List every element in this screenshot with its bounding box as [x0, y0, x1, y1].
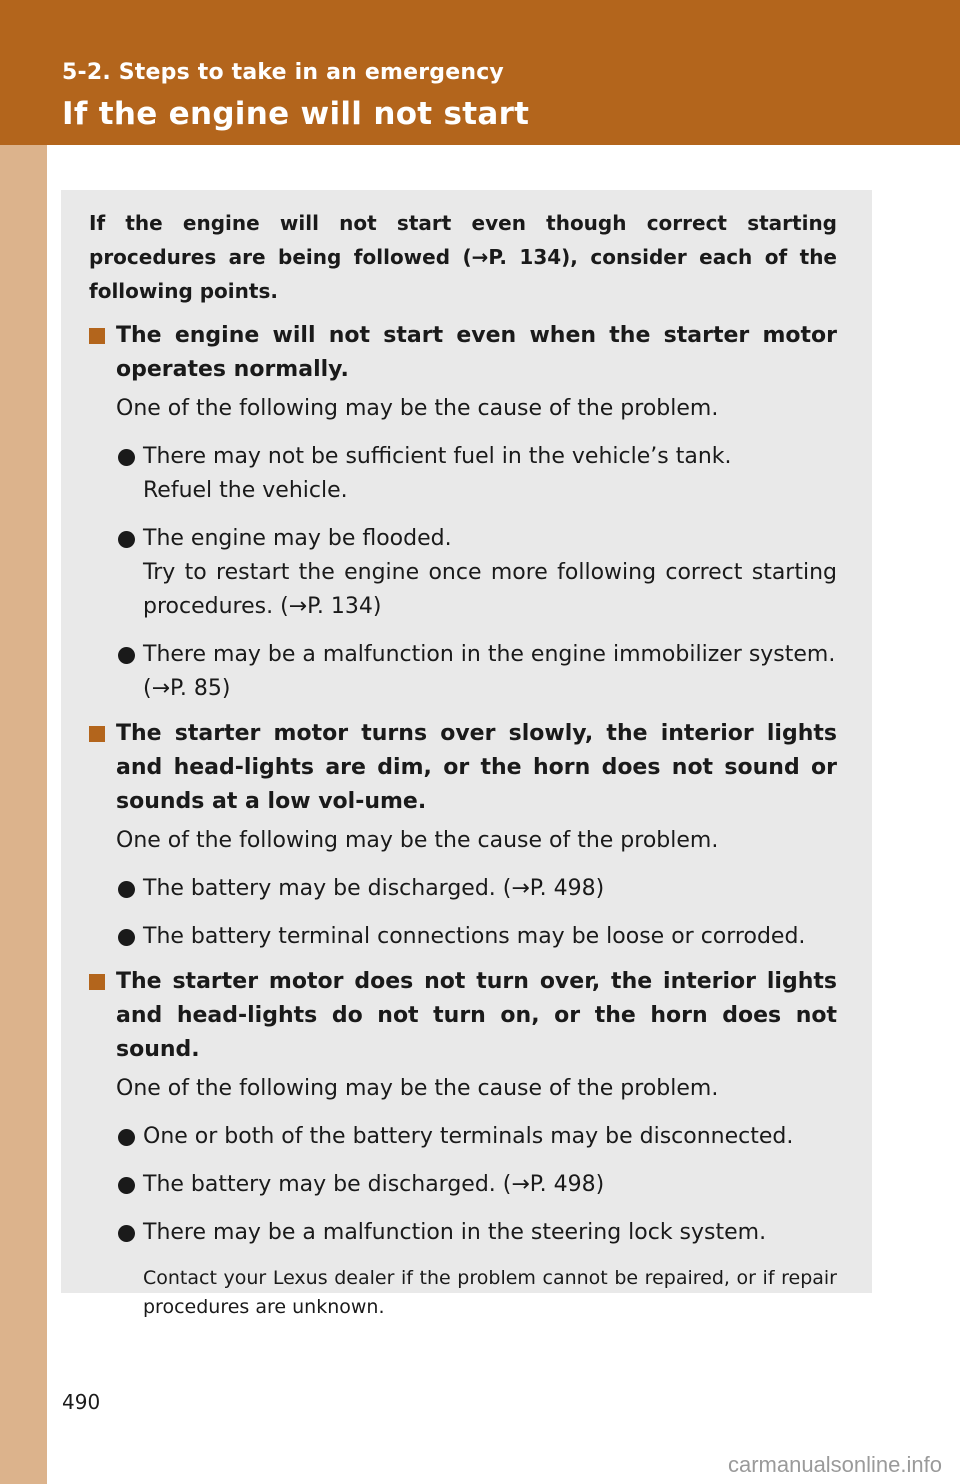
- bullet-dot-icon: [118, 531, 135, 548]
- list-item-text: There may be a malfunction in the engine immobilizer system.: [143, 642, 836, 667]
- list-item-text: The battery may be discharged. (→P. 498): [143, 1172, 605, 1197]
- bullet-dot-icon: [118, 1225, 135, 1242]
- bullet-dot-icon: [118, 449, 135, 466]
- section-heading-text: The starter motor does not turn over, the interior lights and head-lights do not turn on, or the horn does not sound.: [116, 969, 837, 1062]
- section-lead: One of the following may be the cause of the problem.: [116, 1076, 719, 1101]
- list-item: [89, 440, 837, 508]
- bullet-dot-icon: [118, 881, 135, 898]
- list-item: [89, 522, 837, 624]
- intro-text: If the engine will not start even though correct starting procedures are being followed (→P. 134), consider each of the following points.: [89, 211, 837, 303]
- section-heading: [89, 319, 837, 387]
- header-band: [0, 0, 960, 145]
- list-item-detail: (→P. 85): [143, 676, 231, 701]
- square-bullet-icon: [89, 726, 105, 742]
- section-lead: One of the following may be the cause of the problem.: [116, 828, 719, 853]
- list-item-text: There may not be sufficient fuel in the vehicle’s tank.: [143, 444, 732, 469]
- bullet-dot-icon: [118, 647, 135, 664]
- content-panel: [61, 190, 872, 1318]
- list-item-detail: Refuel the vehicle.: [143, 478, 348, 503]
- page-number: 490: [62, 1390, 101, 1414]
- section-heading-text: The starter motor turns over slowly, the interior lights and head-lights are dim, or the horn does not sound or sounds at a low vol-ume.: [116, 721, 837, 814]
- list-item: [89, 872, 837, 906]
- list-item: [89, 638, 837, 706]
- list-item-text: The battery may be discharged. (→P. 498): [143, 876, 605, 901]
- square-bullet-icon: [89, 328, 105, 344]
- watermark: carmanualsonline.info: [727, 1452, 942, 1477]
- bullet-dot-icon: [118, 929, 135, 946]
- list-item-text: The engine may be flooded.: [143, 526, 452, 551]
- section-lead: One of the following may be the cause of the problem.: [116, 396, 719, 421]
- bullet-dot-icon: [118, 1177, 135, 1194]
- section-label: 5-2. Steps to take in an emergency: [62, 60, 504, 85]
- side-tab-strip: [0, 145, 47, 1484]
- bullet-dot-icon: [118, 1129, 135, 1146]
- list-item-text: One or both of the battery terminals may be disconnected.: [143, 1124, 794, 1149]
- list-item: [89, 1216, 837, 1250]
- list-item-text: There may be a malfunction in the steering lock system.: [143, 1220, 767, 1245]
- dealer-note: Contact your Lexus dealer if the problem cannot be repaired, or if repair procedures are unknown.: [143, 1267, 837, 1318]
- list-item: [89, 920, 837, 954]
- list-item-text: The battery terminal connections may be loose or corroded.: [143, 924, 806, 949]
- list-item-detail: Try to restart the engine once more following correct starting procedures. (→P. 134): [143, 560, 837, 619]
- section-heading-text: The engine will not start even when the starter motor operates normally.: [116, 323, 837, 382]
- page-title: If the engine will not start: [62, 96, 530, 132]
- section-heading: [89, 717, 837, 819]
- list-item: [89, 1168, 837, 1202]
- square-bullet-icon: [89, 974, 105, 990]
- section-heading: [89, 965, 837, 1067]
- list-item: [89, 1120, 837, 1154]
